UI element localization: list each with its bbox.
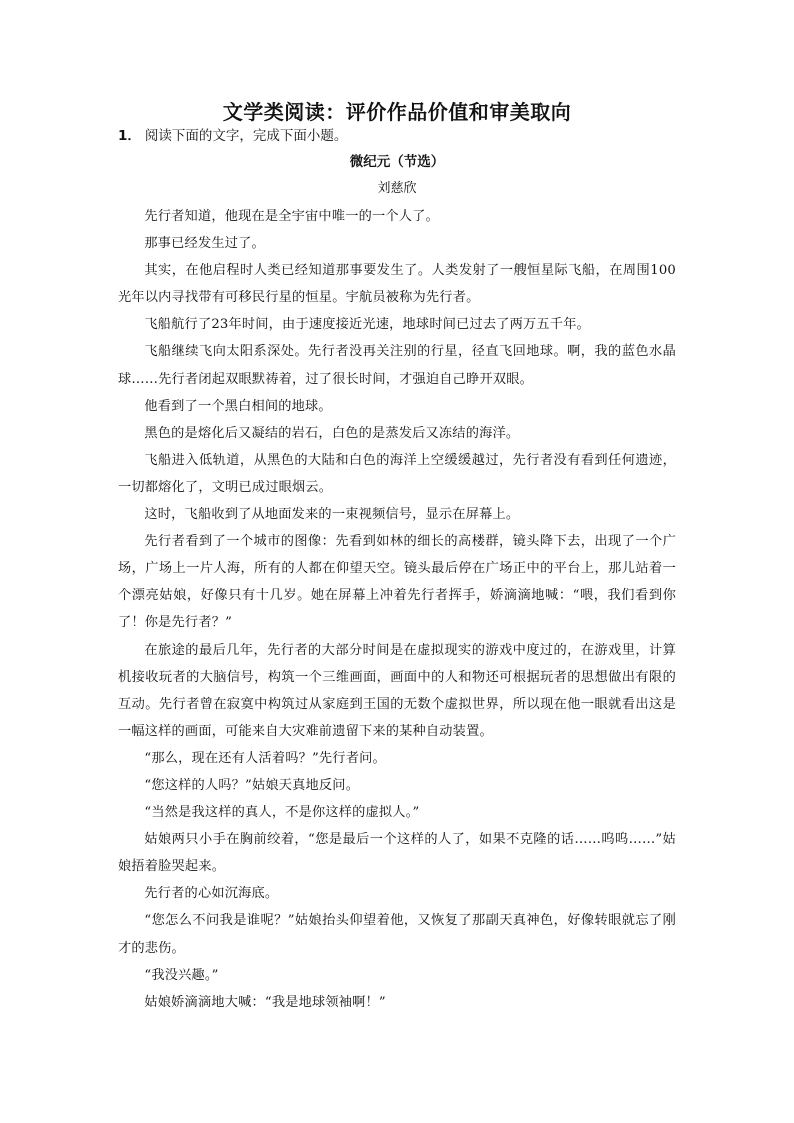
paragraph: 先行者看到了一个城市的图像：先看到如林的细长的高楼群，镜头降下去，出现了一个广场，广场上一片人海，所有的人都在仰望天空。镜头最后停在广场正中的平台上，那儿站着一个漂亮姑娘，好像只有十几岁。她在屏幕上冲着先行者挥手，娇滴滴地喊：“喂，我们看到你了！你是先行者？” [118,534,676,631]
paragraph: 飞船进入低轨道，从黑色的大陆和白色的海洋上空缓缓越过，先行者没有看到任何遗迹，一切都熔化了，文明已成过眼烟云。 [118,452,676,495]
paragraph: 先行者知道，他现在是全宇宙中唯一的一个人了。 [144,209,439,224]
paragraph: “当然是我这样的真人，不是你这样的虚拟人。” [144,805,420,821]
paragraph: 黑色的是熔化后又凝结的岩石，白色的是蒸发后又冻结的海洋。 [144,425,520,441]
question-prompt [118,124,347,144]
page-title: 文学类阅读：评价作品价值和审美取向 [222,100,572,124]
paragraph: “那么，现在还有人活着吗？”先行者问。 [144,750,386,766]
paragraph: 他看到了一个黑白相间的地球。 [144,398,332,414]
story-author: 刘慈欣 [377,181,417,196]
paragraph: 其实，在他启程时人类已经知道那事要发生了。人类发射了一艘恒星际飞船，在周围100光年以内寻找带有可移民行星的恒星。宇航员被称为先行者。 [118,263,676,306]
paragraph: 在旅途的最后几年，先行者的大部分时间是在虚拟现实的游戏中度过的，在游戏里，计算机接收玩者的大脑信号，构筑一个三维画面，画面中的人和物还可根据玩者的思想做出有限的互动。先行者曾在寂寞中构筑过从家庭到王国的无数个虚拟世界，所以现在他一眼就看出这是一幅这样的画面，可能来自大灾难前遗留下来的某种自动装置。 [118,642,676,739]
paragraph: 那事已经发生过了。 [144,236,265,252]
paragraph: 这时，飞船收到了从地面发来的一束视频信号，显示在屏幕上。 [144,507,520,523]
paragraph: 飞船继续飞向太阳系深处。先行者没再关注别的行星，径直飞回地球。啊，我的蓝色水晶球……先行者闭起双眼默祷着，过了很长时间，才强迫自己睁开双眼。 [118,344,676,387]
paragraph: 姑娘娇滴滴地大喊：“我是地球领袖啊！” [144,994,386,1010]
question-number: 1． [118,128,141,144]
story-body [118,203,676,1016]
paragraph: “我没兴趣。” [144,967,219,983]
story-title: 微纪元（节选） [349,154,445,170]
paragraph: “您这样的人吗？”姑娘天真地反问。 [144,777,360,793]
paragraph: “您怎么不问我是谁呢？”姑娘抬头仰望着他，又恢复了那副天真神色，好像转眼就忘了刚才的悲伤。 [118,913,676,956]
question-text: 阅读下面的文字，完成下面小题。 [144,128,348,144]
paragraph: 飞船航行了23年时间，由于速度接近光速，地球时间已过去了两万五千年。 [144,317,590,333]
paragraph: 先行者的心如沉海底。 [144,886,279,902]
paragraph: 姑娘两只小手在胸前绞着，“您是最后一个这样的人了，如果不克隆的话……呜呜……”姑娘捂着脸哭起来。 [118,832,676,875]
